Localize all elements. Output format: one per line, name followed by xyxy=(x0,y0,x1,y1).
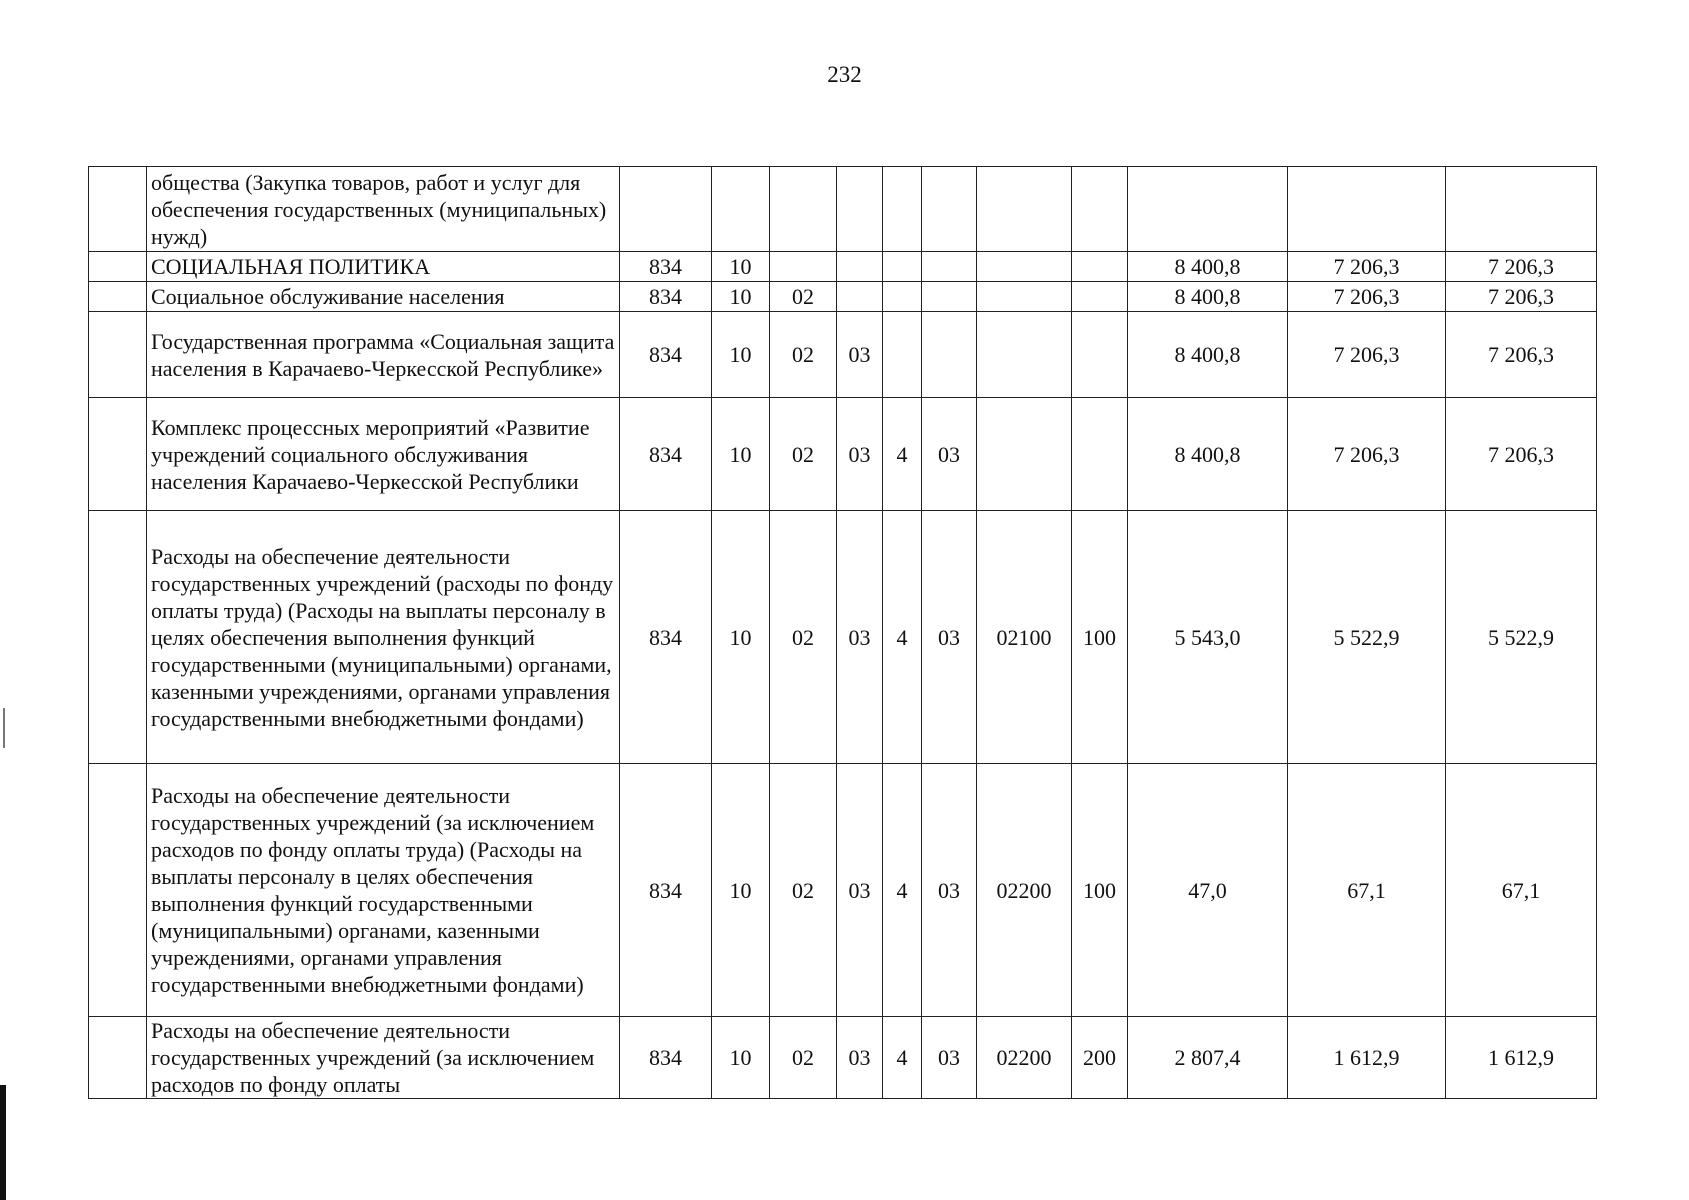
table-row xyxy=(89,312,1597,398)
subprogram-code-cell: 03 xyxy=(922,1017,977,1099)
description-cell: Расходы на обеспечение деятельности государственных учреждений (расходы по фонду оплаты труда) (Расходы на выплаты персоналу в целях обеспечения выполнения функций государственными (муниципальными) органами, казенными учреждениями, органами управления государственными внебюджетными фондами) xyxy=(147,511,620,764)
sum-year-2-cell: 7 206,3 xyxy=(1288,398,1446,511)
subsection-code-cell: 02 xyxy=(770,398,837,511)
admin-code-cell: 834 xyxy=(620,764,712,1017)
program-type-cell: 4 xyxy=(883,511,922,764)
description-cell: Социальное обслуживание населения xyxy=(147,282,620,312)
sum-year-1-cell: 8 400,8 xyxy=(1128,398,1288,511)
program-code-cell xyxy=(837,282,883,312)
direction-code-cell: 02100 xyxy=(977,511,1072,764)
subprogram-code-cell xyxy=(922,252,977,282)
row-index-cell xyxy=(89,511,147,764)
expense-type-cell xyxy=(1072,282,1128,312)
admin-code-cell: 834 xyxy=(620,312,712,398)
sum-year-3-cell: 7 206,3 xyxy=(1446,252,1597,282)
sum-year-3-cell: 7 206,3 xyxy=(1446,312,1597,398)
program-code-cell: 03 xyxy=(837,764,883,1017)
sum-year-2-cell: 7 206,3 xyxy=(1288,312,1446,398)
sum-year-3-cell: 7 206,3 xyxy=(1446,282,1597,312)
subsection-code-cell xyxy=(770,167,837,252)
table-row xyxy=(89,398,1597,511)
admin-code-cell xyxy=(620,167,712,252)
table-row xyxy=(89,511,1597,764)
direction-code-cell: 02200 xyxy=(977,1017,1072,1099)
sum-year-1-cell: 8 400,8 xyxy=(1128,282,1288,312)
program-code-cell xyxy=(837,252,883,282)
expense-type-cell xyxy=(1072,252,1128,282)
row-index-cell xyxy=(89,282,147,312)
section-code-cell: 10 xyxy=(712,764,770,1017)
table-row xyxy=(89,282,1597,312)
direction-code-cell xyxy=(977,312,1072,398)
section-code-cell: 10 xyxy=(712,312,770,398)
direction-code-cell: 02200 xyxy=(977,764,1072,1017)
subprogram-code-cell: 03 xyxy=(922,764,977,1017)
sum-year-2-cell: 5 522,9 xyxy=(1288,511,1446,764)
row-index-cell xyxy=(89,252,147,282)
expense-type-cell xyxy=(1072,398,1128,511)
section-code-cell: 10 xyxy=(712,398,770,511)
section-code-cell xyxy=(712,167,770,252)
program-type-cell: 4 xyxy=(883,764,922,1017)
subprogram-code-cell: 03 xyxy=(922,511,977,764)
direction-code-cell xyxy=(977,282,1072,312)
admin-code-cell: 834 xyxy=(620,511,712,764)
description-cell: общества (Закупка товаров, работ и услуг для обеспечения государственных (муниципальных) нужд) xyxy=(147,167,620,252)
program-type-cell xyxy=(883,252,922,282)
sum-year-2-cell: 7 206,3 xyxy=(1288,252,1446,282)
section-code-cell: 10 xyxy=(712,511,770,764)
budget-table xyxy=(88,166,1597,1099)
row-index-cell xyxy=(89,167,147,252)
program-code-cell xyxy=(837,167,883,252)
description-cell: Расходы на обеспечение деятельности государственных учреждений (за исключением расходов по фонду оплаты xyxy=(147,1017,620,1099)
direction-code-cell xyxy=(977,398,1072,511)
table-row xyxy=(89,252,1597,282)
row-index-cell xyxy=(89,1017,147,1099)
row-index-cell xyxy=(89,312,147,398)
admin-code-cell: 834 xyxy=(620,252,712,282)
program-code-cell: 03 xyxy=(837,511,883,764)
admin-code-cell: 834 xyxy=(620,398,712,511)
sum-year-1-cell: 8 400,8 xyxy=(1128,252,1288,282)
subprogram-code-cell: 03 xyxy=(922,398,977,511)
section-code-cell: 10 xyxy=(712,282,770,312)
section-code-cell: 10 xyxy=(712,252,770,282)
sum-year-1-cell: 47,0 xyxy=(1128,764,1288,1017)
expense-type-cell: 200 xyxy=(1072,1017,1128,1099)
subsection-code-cell: 02 xyxy=(770,282,837,312)
direction-code-cell xyxy=(977,252,1072,282)
sum-year-3-cell: 67,1 xyxy=(1446,764,1597,1017)
subsection-code-cell: 02 xyxy=(770,511,837,764)
expense-type-cell xyxy=(1072,312,1128,398)
section-code-cell: 10 xyxy=(712,1017,770,1099)
table-row xyxy=(89,1017,1597,1099)
program-type-cell: 4 xyxy=(883,1017,922,1099)
program-type-cell: 4 xyxy=(883,398,922,511)
expense-type-cell xyxy=(1072,167,1128,252)
sum-year-2-cell: 7 206,3 xyxy=(1288,282,1446,312)
admin-code-cell: 834 xyxy=(620,1017,712,1099)
description-cell: Государственная программа «Социальная защита населения в Карачаево-Черкесской Республике» xyxy=(147,312,620,398)
subprogram-code-cell xyxy=(922,312,977,398)
scan-artifact-tick xyxy=(3,708,5,748)
description-cell: СОЦИАЛЬНАЯ ПОЛИТИКА xyxy=(147,252,620,282)
sum-year-2-cell xyxy=(1288,167,1446,252)
program-code-cell: 03 xyxy=(837,1017,883,1099)
table-row xyxy=(89,167,1597,252)
sum-year-2-cell: 1 612,9 xyxy=(1288,1017,1446,1099)
description-cell: Комплекс процессных мероприятий «Развитие учреждений социального обслуживания населения Карачаево-Черкесской Республики xyxy=(147,398,620,511)
description-cell: Расходы на обеспечение деятельности государственных учреждений (за исключением расходов по фонду оплаты труда) (Расходы на выплаты персоналу в целях обеспечения выполнения функций государственными (муниципальными) органами, казенными учреждениями, органами управления государственными внебюджетными фондами) xyxy=(147,764,620,1017)
program-type-cell xyxy=(883,282,922,312)
scan-artifact-bar xyxy=(0,1085,6,1200)
direction-code-cell xyxy=(977,167,1072,252)
subsection-code-cell: 02 xyxy=(770,1017,837,1099)
subprogram-code-cell xyxy=(922,167,977,252)
admin-code-cell: 834 xyxy=(620,282,712,312)
sum-year-1-cell xyxy=(1128,167,1288,252)
page-number: 232 xyxy=(827,62,862,87)
sum-year-2-cell: 67,1 xyxy=(1288,764,1446,1017)
table-row xyxy=(89,764,1597,1017)
subsection-code-cell: 02 xyxy=(770,312,837,398)
row-index-cell xyxy=(89,764,147,1017)
sum-year-1-cell: 5 543,0 xyxy=(1128,511,1288,764)
sum-year-3-cell: 5 522,9 xyxy=(1446,511,1597,764)
program-code-cell: 03 xyxy=(837,398,883,511)
sum-year-1-cell: 8 400,8 xyxy=(1128,312,1288,398)
program-code-cell: 03 xyxy=(837,312,883,398)
expense-type-cell: 100 xyxy=(1072,511,1128,764)
program-type-cell xyxy=(883,167,922,252)
program-type-cell xyxy=(883,312,922,398)
sum-year-3-cell xyxy=(1446,167,1597,252)
subsection-code-cell: 02 xyxy=(770,764,837,1017)
sum-year-3-cell: 7 206,3 xyxy=(1446,398,1597,511)
subsection-code-cell xyxy=(770,252,837,282)
row-index-cell xyxy=(89,398,147,511)
sum-year-1-cell: 2 807,4 xyxy=(1128,1017,1288,1099)
expense-type-cell: 100 xyxy=(1072,764,1128,1017)
subprogram-code-cell xyxy=(922,282,977,312)
sum-year-3-cell: 1 612,9 xyxy=(1446,1017,1597,1099)
